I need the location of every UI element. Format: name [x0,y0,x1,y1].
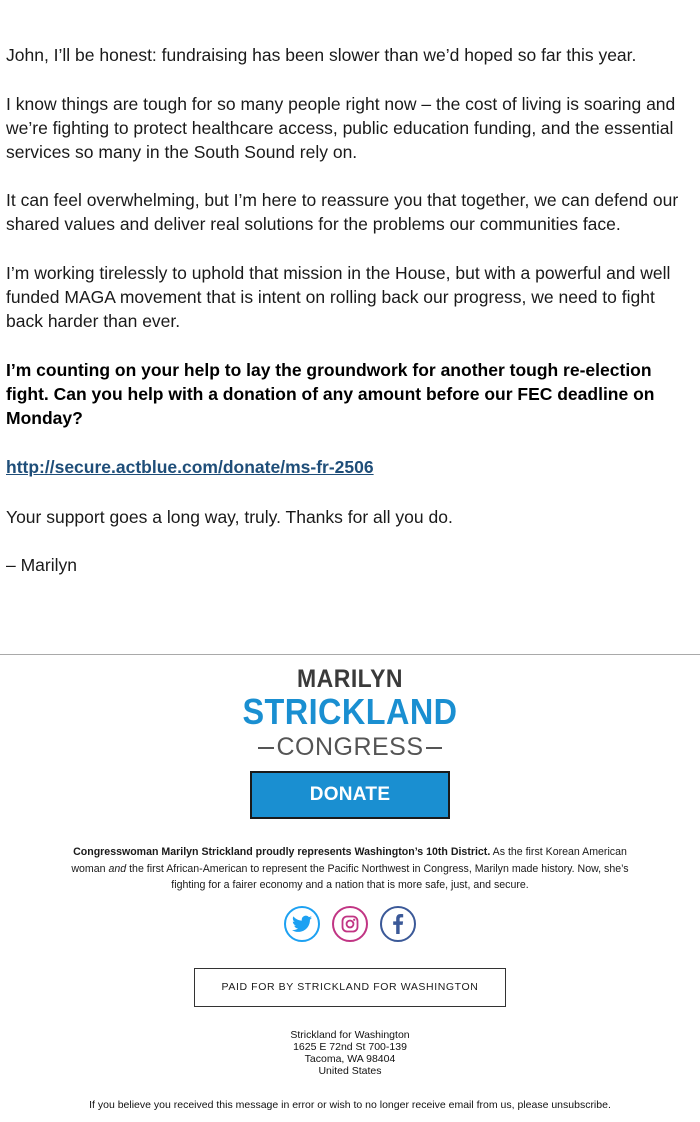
actblue-donate-link[interactable]: http://secure.actblue.com/donate/ms-fr-2506 [6,457,374,477]
paid-for-disclaimer: PAID FOR BY STRICKLAND FOR WASHINGTON [194,968,506,1007]
bio-italic: and [108,862,127,875]
footer-divider [0,654,700,655]
address-country: United States [318,1065,382,1077]
greeting-paragraph: John, I’ll be honest: fundraising has been slower than we’d hoped so far this year. [6,45,637,65]
instagram-icon[interactable] [332,906,368,942]
logo-last-name: STRICKLAND [242,691,458,732]
thanks-paragraph: Your support goes a long way, truly. Thanks for all you do. [6,507,453,527]
bio-part-a: As the first Korean American woman [71,846,627,875]
donate-button[interactable]: DONATE [250,771,450,819]
address-street: 1625 E 72nd St 700-139 [293,1041,407,1053]
body-paragraph-cost-of-living: I know things are tough for so many people right now – the cost of living is soaring and we’re fighting to protect healthcare access, public education funding, and the essential services so many in the South Sound rely on. [6,94,676,162]
mailing-address [0,1029,700,1077]
bio-text [70,844,630,894]
donate-link-line [6,455,374,479]
address-city: Tacoma, WA 98404 [304,1053,396,1065]
address-org: Strickland for Washington [290,1029,410,1041]
campaign-logo [0,664,700,762]
signoff: – Marilyn [6,555,77,575]
social-links [0,906,700,942]
twitter-icon[interactable] [284,906,320,942]
logo-congress-text: CONGRESS [276,733,424,761]
logo-dash-right [426,747,442,749]
body-paragraph-ask: I’m counting on your help to lay the groundwork for another tough re-election fight. Can you help with a donation of any amount before our FEC deadline on Monday? [6,360,655,428]
body-paragraph-reassure: It can feel overwhelming, but I’m here to reassure you that together, we can defend our shared values and deliver real solutions for the problems our communities face. [6,190,679,234]
logo-first-name: MARILYN [297,665,403,693]
body-paragraph-mission: I’m working tirelessly to uphold that mission in the House, but with a powerful and well funded MAGA movement that is intent on rolling back our progress, we need to fight back harder than ever. [6,263,671,331]
logo-congress [0,732,700,762]
bio-part-b: the first African-American to represent the Pacific Northwest in Congress, Marilyn made history. Now, she’s fighting for a fairer economy and a nation that is more safe, just, and secure. [126,862,629,891]
facebook-icon[interactable] [380,906,416,942]
logo-dash-left [258,747,274,749]
bio-bold: Congresswoman Marilyn Strickland proudly represents Washington’s 10th District. [73,846,491,858]
unsubscribe-notice[interactable]: If you believe you received this message in error or wish to no longer receive email from us, please unsubscribe. [89,1099,611,1111]
